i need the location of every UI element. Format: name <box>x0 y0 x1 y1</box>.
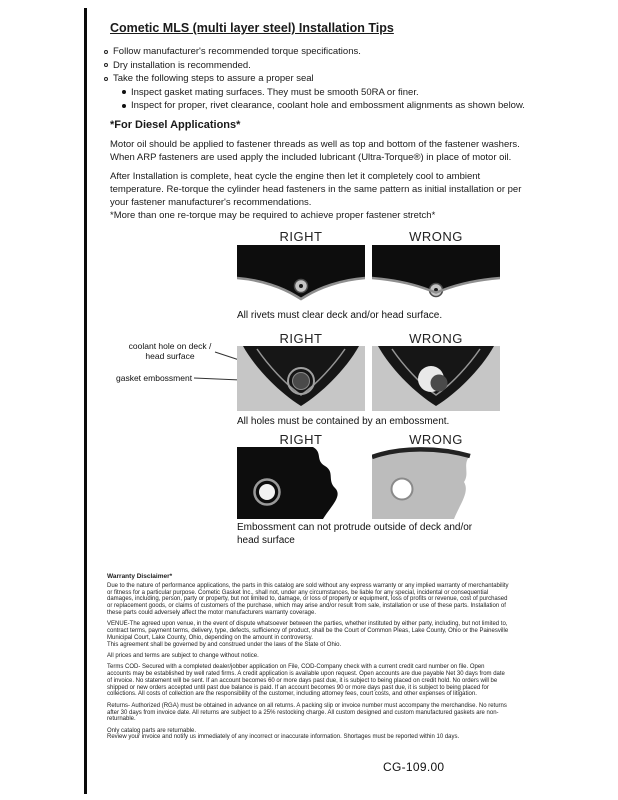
tip-text: Inspect gasket mating surfaces. They must be smooth 50RA or finer. <box>131 86 419 98</box>
row3-caption: Embossment can not protrude outside of deck and/or head surface <box>237 522 473 546</box>
rivet-wrong-figure <box>372 245 500 302</box>
gasket-embossment-callout: gasket embossment <box>116 373 193 383</box>
coolant-hole-icon <box>431 375 448 392</box>
warranty-paragraph: Only catalog parts are returnable. <box>107 727 197 734</box>
rivet-wrong-graphic <box>372 245 500 302</box>
warranty-paragraph: This agreement shall be governed by and construed under the laws of the State of Ohio. <box>107 641 342 648</box>
page-title: Cometic MLS (multi layer steel) Installation Tips <box>110 21 394 35</box>
protrusion-right-graphic <box>237 447 365 519</box>
protrusion-wrong-graphic <box>372 447 500 519</box>
warranty-paragraph: Returns- Authorized (RGA) must be obtained in advance on all returns. A packing slip or invoice number must accompany the merchandise. No returns after 30 days from invoice date. All returns are subject to a 25% restocking charge. All custom designed and custom manufactured gaskets are non-returnable. <box>107 702 507 723</box>
left-margin-rule <box>84 8 87 794</box>
diesel-paragraph-2: After Installation is complete, heat cycle the engine then let it completely cool to ambient temperature. Re-torque the cylinder head fasteners in the same pattern as initial installation or per your fastener manufacturer's recommendations. <box>110 171 522 208</box>
row1-wrong-header: WRONG <box>409 229 463 244</box>
row2-right-header: RIGHT <box>279 331 323 346</box>
embossment-wrong-figure <box>372 346 500 411</box>
row2-caption: All holes must be contained by an embossment. <box>237 416 450 427</box>
embossment-right-figure <box>237 346 365 411</box>
row3-wrong-header: WRONG <box>409 432 463 447</box>
open-bullet-icon <box>104 50 108 54</box>
list-item <box>104 74 525 84</box>
warranty-paragraph: All prices and terms are subject to change without notice. <box>107 652 259 659</box>
installation-tips-list <box>104 47 525 115</box>
warranty-disclaimer-section <box>107 574 509 746</box>
coolant-hole-icon <box>293 373 310 390</box>
list-item <box>122 101 525 111</box>
tip-text: Take the following steps to assure a proper seal <box>113 73 314 84</box>
open-bullet-icon <box>104 63 108 67</box>
diesel-applications-heading: *For Diesel Applications* <box>110 119 241 131</box>
warranty-paragraph: VENUE-The agreed upon venue, in the event of dispute whatsoever between the parties, whether instituted by either party, including, but not limited to, contract terms, payment terms, delivery, type, defects, sufficiency of product, shall be the Court of Common Pleas, Lake County, Ohio or the Painesville Municipal Court, Lake County, Ohio, depending on the amount in controversy. <box>107 621 509 641</box>
list-item <box>122 88 525 98</box>
protrusion-wrong-figure <box>372 447 500 519</box>
row1-caption: All rivets must clear deck and/or head surface. <box>237 310 443 321</box>
rivet-right-figure <box>237 245 365 302</box>
warranty-paragraph: Review your invoice and notify us immediately of any incorrect or inaccurate information. Shortages must be reported within 10 days. <box>107 734 460 741</box>
list-item <box>104 47 525 57</box>
warranty-paragraph: Due to the nature of performance applications, the parts in this catalog are sold without any express warranty or any implied warranty of merchantability or fitness for a particular purpose. Cometic Gasket Inc., shall not, under any circumstances, be liable for any special, incidental or consequential damages, including, person, party or property, but not limited to, damage, or loss of property or equipment, loss of profits or revenue, cost of purchased or replacement goods, or claims of customers of the purchase, which may arise and/or result from sale, installation or use of these parts. Installation of these parts could adversely affect the motor manufacturers warranty coverage. <box>107 582 509 616</box>
bolt-hole-icon <box>392 479 413 500</box>
list-item <box>104 61 525 71</box>
embossment-right-graphic <box>237 346 365 411</box>
page-number-code: CG-109.00 <box>383 760 445 774</box>
coolant-hole-callout: coolant hole on deck / head surface <box>128 341 212 361</box>
filled-bullet-icon <box>122 104 126 108</box>
tip-text: Inspect for proper, rivet clearance, coolant hole and embossment alignments as shown below. <box>131 100 525 111</box>
bolt-hole-icon <box>259 484 275 500</box>
tip-text: Follow manufacturer's recommended torque specifications. <box>113 46 361 57</box>
open-bullet-icon <box>104 77 108 81</box>
row2-wrong-header: WRONG <box>409 331 463 346</box>
warranty-paragraph: Terms COD- Secured with a completed dealer/jobber application on File, COD-Company check with a current credit card number on file. Open accounts may be established by well rated firms. A credit application is available upon request. Open accounts are due payable Net 30 days from date of invoice. No statement will be sent. If an account becomes 60 or more days past due, it is subject to being placed on credit hold. No orders will be shipped or new orders accepted until past due balance is paid. If an account becomes 90 or more days past due, it is subject to being placed for collections. All costs of collection are the responsibility of the customer, including attorney fees, court costs, and other expenses of litigation. <box>107 664 505 698</box>
diesel-paragraph-1: Motor oil should be applied to fastener threads as well as top and bottom of the fastener washers. When ARP fasteners are used apply the included lubricant (Ultra-Torque®) in place of motor oil. <box>110 139 520 163</box>
row1-right-header: RIGHT <box>279 229 323 244</box>
retorque-note: *More than one re-torque may be required to achieve proper fastener stretch* <box>110 210 436 221</box>
warranty-heading: Warranty Disclaimer* <box>107 573 173 580</box>
filled-bullet-icon <box>122 90 126 94</box>
tip-text: Dry installation is recommended. <box>113 59 251 71</box>
embossment-wrong-graphic <box>372 346 500 411</box>
rivet-right-graphic <box>237 245 365 302</box>
protrusion-right-figure <box>237 447 365 519</box>
row3-right-header: RIGHT <box>279 432 323 447</box>
